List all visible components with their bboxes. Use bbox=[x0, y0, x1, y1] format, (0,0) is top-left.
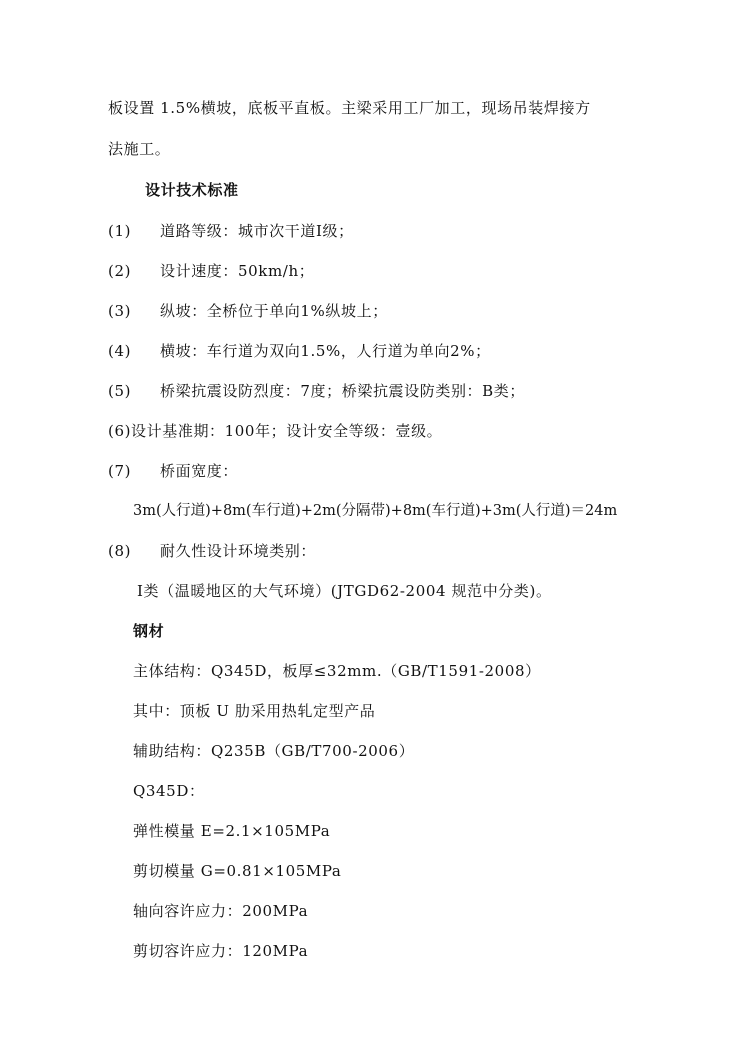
standard-item-8 bbox=[108, 541, 316, 561]
item-text: 耐久性设计环境类别： bbox=[160, 542, 317, 560]
property-shear-modulus: 剪切模量 G=0.81×105MPa bbox=[133, 862, 342, 880]
environment-class: Ⅰ类（温暖地区的大气环境）(JTGD62-2004 规范中分类)。 bbox=[137, 582, 552, 600]
intro-line-2: 法施工。 bbox=[108, 140, 171, 158]
item-text: 纵坡：全桥位于单向1%纵坡上； bbox=[160, 302, 388, 320]
standard-item-4 bbox=[108, 341, 491, 361]
item-text: 桥梁抗震设防烈度：7度；桥梁抗震设防类别：B类； bbox=[160, 382, 525, 400]
bridge-width-formula: 3m(人行道)+8m(车行道)+2m(分隔带)+8m(车行道)+3m(人行道)＝24m bbox=[133, 503, 618, 519]
property-elastic-modulus: 弹性模量 E=2.1×105MPa bbox=[133, 822, 331, 840]
steel-main-structure: 主体结构：Q345D，板厚≤32mm.（GB/T1591-2008） bbox=[133, 662, 541, 680]
intro-line-1: 板设置 1.5%横坡，底板平直板。主梁采用工厂加工，现场吊装焊接方 bbox=[108, 99, 591, 117]
steel-heading: 钢材 bbox=[133, 622, 165, 640]
steel-note: 其中：顶板 U 肋采用热轧定型产品 bbox=[133, 702, 376, 720]
standard-item-5 bbox=[108, 381, 525, 401]
item-number: (3) bbox=[108, 302, 132, 320]
item-number: (2) bbox=[108, 262, 132, 280]
steel-grade: Q345D： bbox=[133, 782, 205, 800]
item-text: 横坡：车行道为双向1.5%，人行道为单向2%； bbox=[160, 342, 491, 360]
standard-item-7 bbox=[108, 461, 238, 481]
standard-item-2 bbox=[108, 261, 314, 281]
item-number: (7) bbox=[108, 462, 132, 480]
property-axial-stress: 轴向容许应力：200MPa bbox=[133, 902, 309, 920]
item-number: (5) bbox=[108, 382, 132, 400]
standard-item-6: (6)设计基准期：100年；设计安全等级：壹级。 bbox=[108, 422, 443, 440]
item-number: (8) bbox=[108, 542, 132, 560]
item-text: 道路等级：城市次干道I级； bbox=[160, 222, 354, 240]
design-standard-heading: 设计技术标准 bbox=[145, 181, 239, 199]
item-text: 设计速度：50km/h； bbox=[160, 262, 315, 280]
steel-aux-structure: 辅助结构：Q235B（GB/T700-2006） bbox=[133, 742, 415, 760]
standard-item-3 bbox=[108, 301, 388, 321]
item-number: (4) bbox=[108, 342, 132, 360]
standard-item-1 bbox=[108, 221, 354, 241]
item-number: (1) bbox=[108, 222, 132, 240]
item-text: 桥面宽度： bbox=[160, 462, 239, 480]
property-shear-stress: 剪切容许应力：120MPa bbox=[133, 942, 309, 960]
